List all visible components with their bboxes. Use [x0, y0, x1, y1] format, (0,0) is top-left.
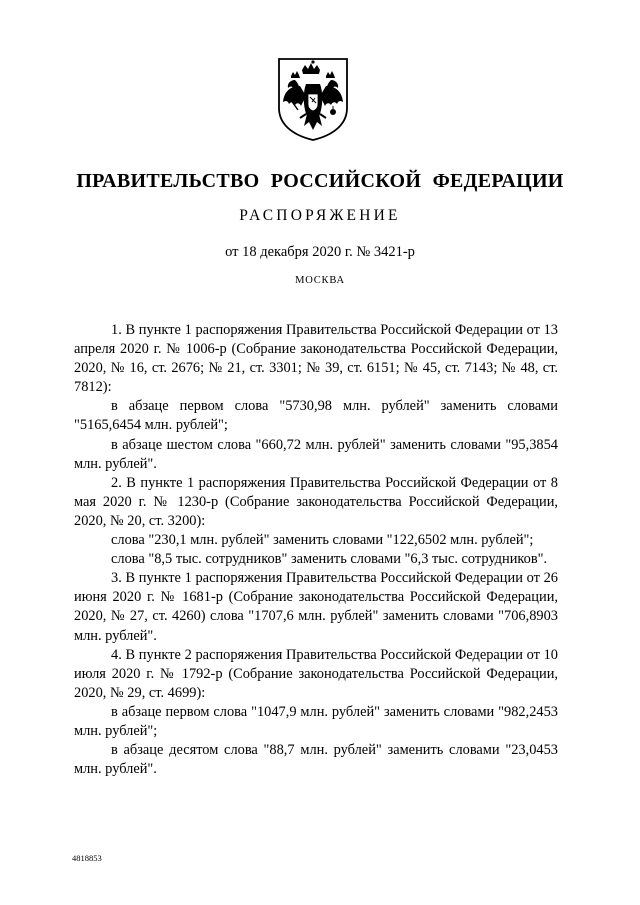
paragraph-9: в абзаце первом слова "1047,9 млн. рублей" заменить словами "982,2453 млн. рублей";: [74, 703, 558, 739]
paragraph-3: в абзаце шестом слова "660,72 млн. рублей" заменить словами "95,3854 млн. рублей".: [74, 436, 558, 472]
footer-document-code: 4818853: [72, 853, 102, 863]
paragraph-1: 1. В пункте 1 распоряжения Правительства Российской Федерации от 13 апреля 2020 г. № 1006-р (Собрание законодательства Российской Федерации, 2020, № 16, ст. 2676; № 21, ст. 3301; № 39, ст. 6151; № 45, ст. 7143; № 48, ст. 7812):: [74, 322, 558, 396]
paragraph-8: 4. В пункте 2 распоряжения Правительства Российской Федерации от 10 июля 2020 г. № 1792-р (Собрание законодательства Российской Федерации, 2020, № 29, ст. 4699):: [74, 646, 558, 701]
paragraph-4: 2. В пункте 1 распоряжения Правительства Российской Федерации от 8 мая 2020 г. № 1230-р (Собрание законодательства Российской Федерации, 2020, № 20, ст. 3200):: [74, 474, 558, 529]
paragraph-2: в абзаце первом слова "5730,98 млн. рублей" заменить словами "5165,6454 млн. рублей";: [74, 398, 558, 434]
paragraph-5: слова "230,1 млн. рублей" заменить словами "122,6502 млн. рублей";: [111, 532, 534, 549]
paragraph-7: 3. В пункте 1 распоряжения Правительства Российской Федерации от 26 июня 2020 г. № 1681-р (Собрание законодательства Российской Федерации, 2020, № 27, ст. 4260) слова "1707,6 млн. рублей" заменить словами "706,8903 млн. рублей".: [74, 570, 558, 644]
document-city: МОСКВА: [295, 275, 345, 286]
government-title: ПРАВИТЕЛЬСТВО РОССИЙСКОЙ ФЕДЕРАЦИИ: [76, 170, 564, 192]
document-date-number: от 18 декабря 2020 г. № 3421-р: [225, 244, 415, 260]
document-type: РАСПОРЯЖЕНИЕ: [239, 207, 401, 224]
double-headed-eagle-emblem-icon: [276, 56, 350, 142]
paragraph-10: в абзаце десятом слова "88,7 млн. рублей" заменить словами "23,0453 млн. рублей".: [74, 742, 558, 778]
paragraph-6: слова "8,5 тыс. сотрудников" заменить словами "6,3 тыс. сотрудников".: [111, 551, 548, 568]
document-body: [74, 321, 558, 779]
